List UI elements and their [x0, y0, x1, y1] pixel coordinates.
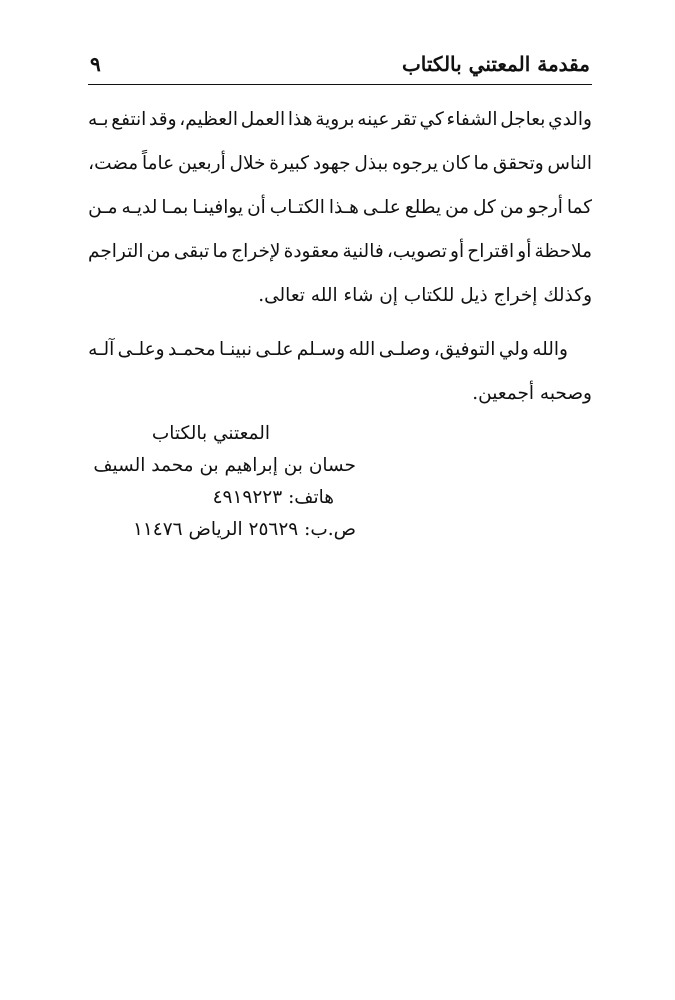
word: أن: [247, 197, 266, 218]
word: كي: [419, 109, 444, 130]
text-line-last: وكذلك إخراج ذيل للكتاب إن شاء الله تعالى.: [258, 285, 592, 306]
word: أربعين: [177, 153, 226, 174]
word: العمل: [240, 109, 286, 130]
word: اقتراح: [467, 241, 515, 262]
signature-name: حسان بن إبراهيم بن محمد السيف: [93, 455, 356, 476]
word: والله: [532, 339, 568, 360]
word: من: [499, 197, 524, 218]
word: تبقى: [173, 241, 210, 262]
word: كبيرة: [269, 153, 310, 174]
word: كان: [441, 153, 470, 174]
word: التوفيق،: [433, 339, 496, 360]
word: من: [146, 241, 171, 262]
word: انتفع: [111, 109, 147, 130]
word: ما: [212, 241, 229, 262]
word: ملاحظة: [534, 241, 592, 262]
word: هـذا: [328, 197, 359, 218]
text-line-last: وصحبه أجمعين.: [472, 383, 592, 404]
word: يوافينـا: [192, 197, 244, 218]
word: لديـه: [121, 197, 158, 218]
word: بروية: [315, 109, 355, 130]
word: لإخراج: [231, 241, 281, 262]
word: مـن: [88, 197, 118, 218]
word: التراجم: [88, 241, 144, 262]
word: أو: [450, 241, 465, 262]
word: هذا: [287, 109, 313, 130]
word: وقد: [149, 109, 177, 130]
word: جهود: [312, 153, 351, 174]
word: الناس: [547, 153, 592, 174]
word: وتحقق: [492, 153, 544, 174]
word: من: [445, 197, 470, 218]
word: وسـلم: [296, 339, 346, 360]
paragraph-gap: [88, 318, 592, 328]
word: كما: [566, 197, 592, 218]
word: محمـد: [167, 339, 216, 360]
signature-block: [93, 418, 356, 546]
word: خلال: [229, 153, 266, 174]
word: وصلـى: [378, 339, 431, 360]
word: الشفاء: [446, 109, 498, 130]
word: معقودة: [283, 241, 340, 262]
word: تقر: [392, 109, 417, 130]
word: ما: [473, 153, 490, 174]
word: ببذل: [354, 153, 389, 174]
running-header: [90, 50, 590, 80]
text-line: [88, 230, 592, 274]
word: وعلـى: [117, 339, 165, 360]
signature-address: ص.ب: ٢٥٦٢٩ الرياض ١١٤٧٦: [132, 519, 356, 540]
word: علـى: [255, 339, 294, 360]
header-rule: [88, 84, 592, 85]
word: نبينـا: [219, 339, 252, 360]
word: فالنية: [342, 241, 384, 262]
word: العظيم،: [179, 109, 238, 130]
word: كل: [473, 197, 496, 218]
word: علـى: [362, 197, 401, 218]
text-line: [88, 98, 592, 142]
signature-role: المعتني بالكتاب: [151, 423, 270, 444]
word: تصويب،: [386, 241, 447, 262]
word: يطلع: [404, 197, 442, 218]
word: بعاجل: [500, 109, 546, 130]
word: عينه: [357, 109, 390, 130]
word: الله: [348, 339, 376, 360]
word: عاماً: [141, 153, 175, 174]
text-line: [88, 328, 592, 372]
word: يرجوه: [391, 153, 439, 174]
text-line: [88, 186, 592, 230]
word: بـه: [88, 109, 109, 130]
word: أو: [517, 241, 532, 262]
word: بمـا: [161, 197, 189, 218]
text-line: [88, 142, 592, 186]
word: والدي: [548, 109, 592, 130]
word: الكتـاب: [269, 197, 325, 218]
body-text: [88, 98, 592, 416]
word: آلـه: [88, 339, 115, 360]
word: أرجو: [527, 197, 563, 218]
word: ولي: [498, 339, 529, 360]
signature-phone: هاتف: ٤٩١٩٢٢٣: [212, 487, 334, 508]
running-header-title: مقدمة المعتني بالكتاب: [401, 52, 590, 76]
word: مضت،: [88, 153, 139, 174]
page-number: ٩: [90, 52, 101, 76]
